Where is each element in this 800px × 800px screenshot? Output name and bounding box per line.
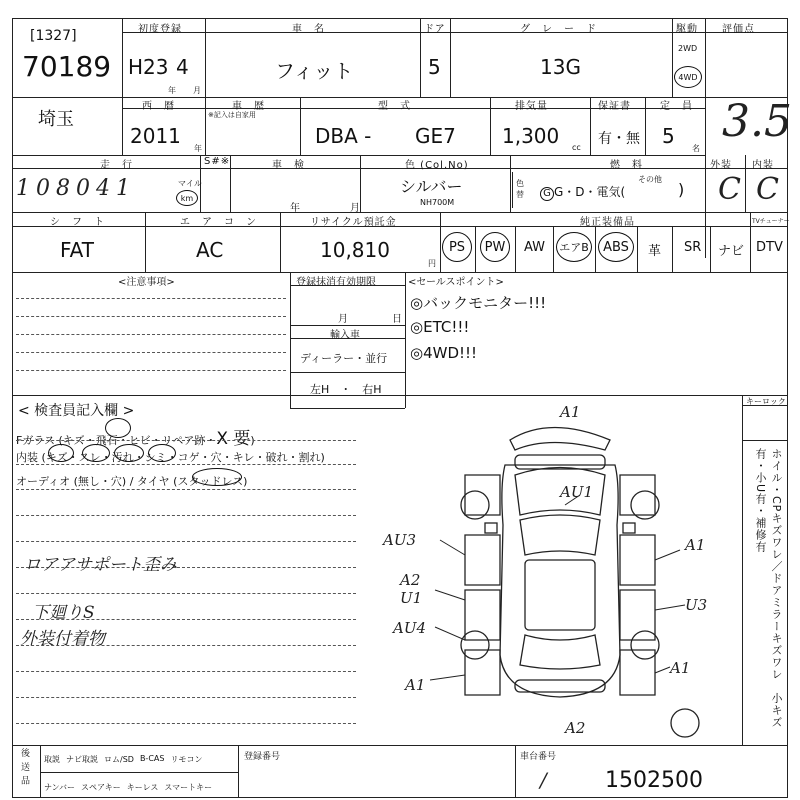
- score-label: 評価点: [722, 24, 755, 35]
- drive-label: 駆動: [676, 24, 698, 35]
- model-prefix: DBA -: [315, 124, 372, 148]
- equip-navi: ナビ: [718, 244, 745, 259]
- equip-ps: PS: [442, 232, 472, 262]
- model-code: GE7: [415, 124, 456, 148]
- mark-right-fender: A1: [685, 536, 706, 554]
- drive-4wd-circle: 4WD: [674, 66, 702, 88]
- shift: FAT: [60, 238, 95, 262]
- exterior-grade: C: [718, 172, 741, 207]
- audio-line: オーディオ (無し・穴) / タイヤ (スタッドレス): [16, 475, 248, 488]
- mark-left-door-a2: A2: [400, 571, 421, 589]
- warranty: 有・無: [598, 131, 640, 147]
- equip-abs: ABS: [598, 232, 634, 262]
- glass-line: Fガラス (キズ・飛石・ヒビ・リペア跡・X 要): [16, 429, 255, 449]
- sales-point-3: ◎4WD!!!: [410, 344, 478, 362]
- ac: AC: [196, 238, 224, 262]
- reg-number-label: 登録番号: [244, 752, 281, 762]
- mark-rear: A2: [565, 719, 586, 737]
- interior-line: 内装 (キズ・スレ・汚れ・シミ・コゲ・穴・キレ・破れ・割れ): [16, 451, 325, 464]
- doors-label: ドア: [424, 24, 446, 35]
- mark-right-quarter: A1: [670, 659, 691, 677]
- doors: 5: [428, 55, 441, 79]
- color: シルバー: [400, 177, 463, 196]
- dealer-option: ディーラー・並行: [300, 352, 388, 365]
- mark-hood: AU1: [560, 483, 594, 501]
- right-vertical-notes: ホイル・CPキズワレ／ドアミラーキズワレ 小キズ有・小U有・補修有: [754, 448, 783, 729]
- first-reg-label: 初度登録: [138, 24, 182, 35]
- lot-number: 70189: [22, 50, 112, 83]
- equip-pw: PW: [480, 232, 510, 262]
- equip-dtv: DTV: [756, 240, 783, 255]
- mark-left-quarter: A1: [405, 676, 426, 694]
- sales-point-1: ◎バックモニター!!!: [410, 294, 547, 312]
- equip-leather: 革: [648, 244, 662, 259]
- handwritten-note-2: 下廻りS: [32, 603, 95, 623]
- car-name-label: 車 名: [292, 24, 325, 35]
- interior-grade: C: [756, 172, 779, 207]
- mark-right-door: U3: [685, 596, 708, 614]
- score-value: 3.5: [722, 96, 792, 147]
- recycle-fee: 10,810: [320, 238, 390, 262]
- keylock-label: キーロック: [746, 397, 786, 406]
- handwritten-note-3: 外装付着物: [20, 629, 105, 649]
- color-code: NH700M: [420, 198, 455, 207]
- mark-front: A1: [560, 405, 581, 421]
- equip-airbag: エアB: [556, 232, 592, 262]
- km-circle: km: [176, 190, 198, 206]
- equip-aw: AW: [524, 240, 546, 255]
- handle-option: 左H ・ 右H: [310, 383, 382, 396]
- car-name: フィット: [275, 59, 354, 83]
- capacity: 5: [662, 124, 675, 148]
- footer-col1: 後 送 品: [19, 748, 29, 786]
- sales-point-2: ◎ETC!!!: [410, 318, 470, 336]
- handwritten-note-1: ロアアサポート歪み: [24, 555, 177, 575]
- fuel: G G・D・電気(: [540, 183, 625, 201]
- grade: 13G: [540, 55, 581, 79]
- chassis-label: 車台番号: [520, 752, 557, 762]
- chassis-number: 1502500: [605, 768, 703, 793]
- mark-left-door-u1: U1: [400, 589, 423, 607]
- displacement: 1,300: [502, 124, 560, 148]
- drive-2wd: 2WD: [678, 44, 698, 53]
- car-damage-diagram: [365, 405, 735, 740]
- mark-left-fender: AU3: [383, 531, 417, 549]
- region: 埼玉: [38, 109, 74, 130]
- equip-sr: SR: [684, 240, 702, 255]
- first-reg-era: H23: [128, 55, 169, 79]
- first-reg-month: 4: [176, 55, 189, 79]
- mark-left-rear: AU4: [393, 619, 427, 637]
- lot-bracket: [1327]: [30, 28, 77, 44]
- year: 2011: [130, 124, 181, 148]
- mileage: 108041: [16, 176, 136, 201]
- grade-label: グ レ ー ド: [520, 24, 597, 35]
- inspector-title: < 検査員記入欄 >: [18, 403, 135, 419]
